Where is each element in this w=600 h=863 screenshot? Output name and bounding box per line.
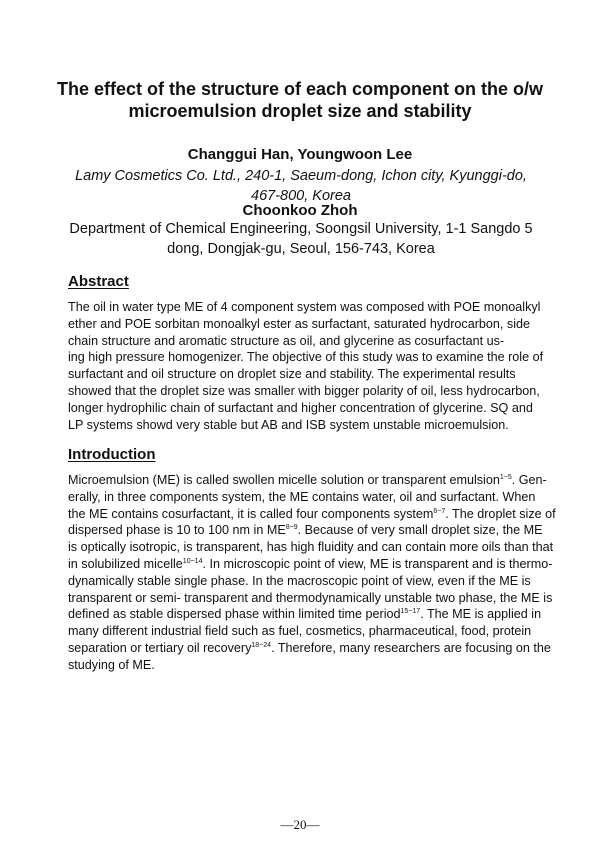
intro-text: dispersed phase is 10 to 100 nm in ME [68, 523, 286, 538]
citation-superscript: 10~14 [182, 557, 203, 565]
abstract-line: ing high pressure homogenizer. The objective of this study was to examine the role of [68, 350, 544, 365]
citation-superscript: 1~5 [499, 473, 512, 481]
abstract-line: longer hydrophilic chain of surfactant and higher concentration of glycerine. SQ and [68, 400, 533, 415]
abstract-line: The oil in water type ME of 4 component system was composed with POE monoalkyl [68, 300, 541, 314]
citation-superscript: 15~17 [400, 608, 421, 616]
author-affiliation-1: Lamy Cosmetics Co. Ltd., 240-1, Saeum-dong, Ichon city, Kyunggi-do, 467-800, Korea [75, 168, 527, 204]
abstract-line: showed that the droplet size was smaller with bigger polarity of oil, less hydrocarbon, [68, 383, 540, 398]
intro-text: Microemulsion (ME) is called swollen micelle solution or transparent emulsion [68, 473, 500, 487]
intro-text: . The ME is applied in [420, 607, 542, 622]
intro-line: transparent or semi- transparent and thermodynamically unstable two phase, the ME is [68, 590, 553, 605]
intro-text: in solubilized micelle [68, 556, 183, 571]
intro-text: . In microscopic point of view, ME is transparent and is thermo- [202, 556, 553, 571]
intro-line: studying of ME. [68, 657, 155, 672]
author-names-1: Changgui Han, Youngwoon Lee [187, 146, 413, 163]
intro-text: . Gen- [511, 473, 547, 487]
introduction-heading: Introduction [68, 446, 156, 463]
abstract-line: surfactant and oil structure on droplet size and stability. The experimental results [68, 367, 516, 382]
intro-line [68, 556, 590, 573]
intro-line: many different industrial field such as fuel, cosmetics, pharmaceutical, food, protein [68, 624, 532, 639]
intro-line [68, 506, 590, 523]
abstract-heading: Abstract [68, 273, 129, 290]
intro-text: separation or tertiary oil recovery [68, 640, 252, 655]
intro-line [68, 640, 590, 657]
intro-line: erally, in three components system, the ME contains water, oil and surfactant. When [68, 489, 536, 504]
title-line-2: microemulsion droplet size and stability [128, 101, 472, 121]
introduction-body [68, 472, 590, 674]
page-number: —20— [280, 817, 320, 832]
abstract-line: ether and POE sorbitan monoalkyl ester as surfactant, saturated hydrocarbon, side [68, 316, 531, 331]
author-names-2: Choonkoo Zhoh [242, 202, 358, 219]
intro-line [68, 472, 590, 489]
intro-text: . Because of very small droplet size, the ME [297, 523, 543, 538]
paper-title [40, 78, 560, 122]
citation-superscript: 8~9 [285, 524, 298, 532]
intro-line: dynamically stable single phase. In the macroscopic point of view, even if the ME is [68, 573, 531, 588]
citation-superscript: 6~7 [433, 507, 446, 515]
intro-line [68, 522, 590, 539]
abstract-line: LP systems showd very stable but AB and ISB system unstable microemulsion. [68, 417, 509, 432]
intro-text: the ME contains cosurfactant, it is called four components system [68, 506, 434, 521]
abstract-body [68, 299, 590, 433]
intro-line [68, 606, 590, 623]
intro-line: is optically isotropic, is transparent, has high fluidity and can contain more oils than that [68, 540, 554, 555]
intro-text: . Therefore, many researchers are focusing on the [271, 640, 551, 655]
intro-text: . The droplet size of [445, 506, 556, 521]
intro-text: defined as stable dispersed phase within limited time period [68, 607, 401, 622]
citation-superscript: 18~24 [251, 641, 272, 649]
author-affiliation-2: Department of Chemical Engineering, Soongsil University, 1-1 Sangdo 5 dong, Dongjak-gu, Seoul, 156-743, Korea [69, 221, 533, 257]
abstract-line: chain structure and aromatic structure as oil, and glycerine as cosurfactant us- [68, 333, 505, 348]
title-line-1: The effect of the structure of each component on the o/w [56, 79, 544, 99]
